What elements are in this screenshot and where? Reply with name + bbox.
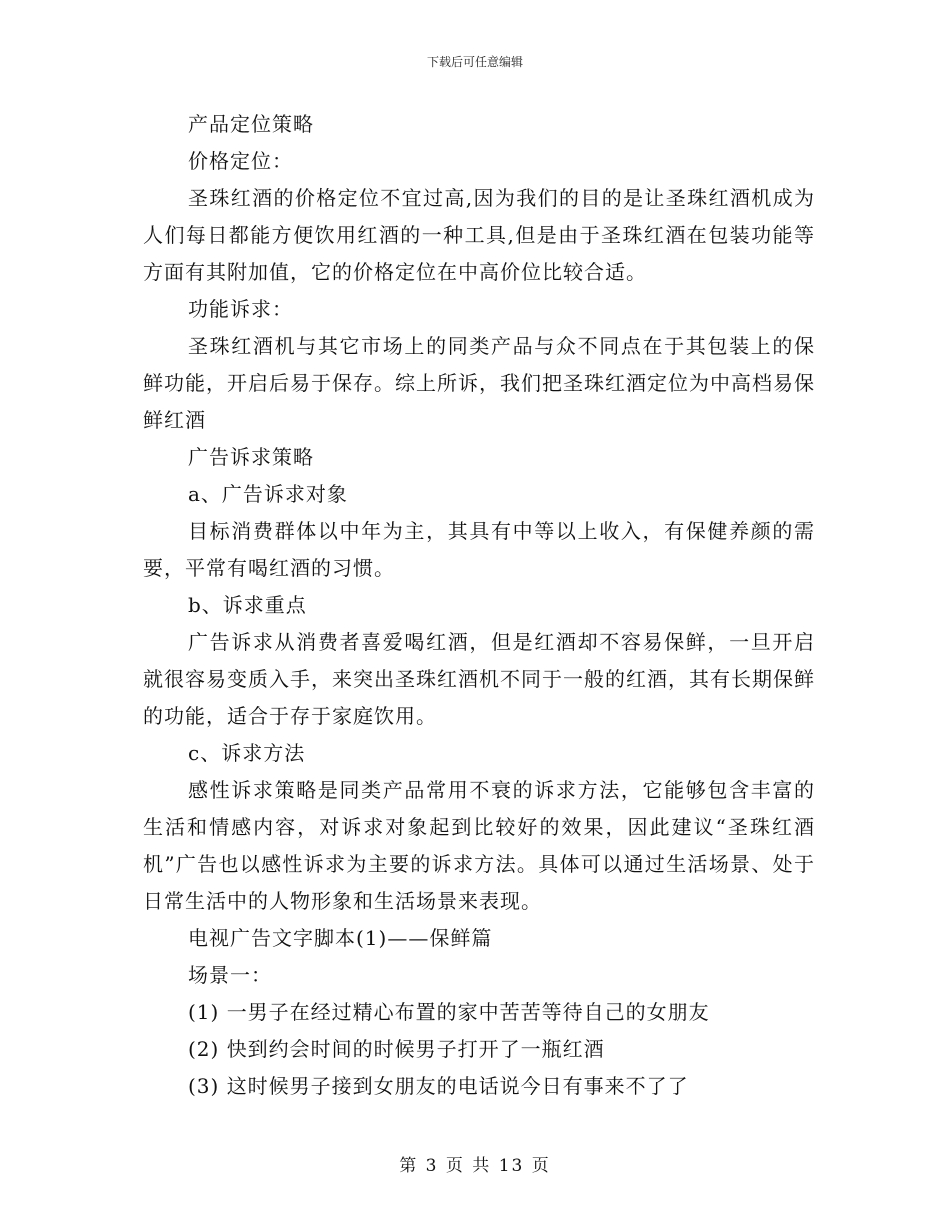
script-line-3: (3) 这时候男子接到女朋友的电话说今日有事来不了了 (188, 1074, 689, 1098)
paragraph-price: 圣珠红酒的价格定位不宜过高,因为我们的目的是让圣珠红酒机成为人们每日都能方便饮用红酒的一种工具,但是由于圣珠红酒在包装功能等方面有其附加值，它的价格定位在中高价位比较合适。 (143, 186, 815, 284)
script-line-2: (2) 快到约会时间的时候男子打开了一瓶红酒 (188, 1037, 605, 1061)
heading-tv-script: 电视广告文字脚本(1)——保鲜篇 (188, 926, 493, 950)
heading-scene-one: 场景一： (188, 963, 272, 987)
paragraph-method: 感性诉求策略是同类产品常用不衰的诉求方法，它能够包含丰富的生活和情感内容，对诉求对象起到比较好的效果，因此建议“圣珠红酒机”广告也以感性诉求为主要的诉求方法。具体可以通过生活场景、处于日常生活中的人物形象和生活场景来表现。 (143, 778, 815, 913)
heading-function-appeal: 功能诉求： (188, 297, 293, 321)
heading-appeal-target: a、广告诉求对象 (188, 482, 348, 506)
script-line-1: (1) 一男子在经过精心布置的家中苦苦等待自己的女朋友 (188, 1000, 710, 1024)
heading-appeal-focus: b、诉求重点 (188, 593, 307, 617)
page-number-footer: 第 3 页 共 13 页 (399, 1156, 551, 1176)
paragraph-target: 目标消费群体以中年为主，其具有中等以上收入，有保健养颜的需要，平常有喝红酒的习惯。 (143, 519, 815, 580)
paragraph-focus: 广告诉求从消费者喜爱喝红酒，但是红酒却不容易保鲜，一旦开启就很容易变质入手，来突出圣珠红酒机不同于一般的红酒，其有长期保鲜的功能，适合于存于家庭饮用。 (143, 630, 815, 728)
heading-price-positioning: 价格定位： (188, 149, 293, 173)
paragraph-function: 圣珠红酒机与其它市场上的同类产品与众不同点在于其包装上的保鲜功能，开启后易于保存。综上所诉，我们把圣珠红酒定位为中高档易保鲜红酒 (143, 334, 815, 432)
page-header: 下载后可任意编辑 (426, 55, 523, 69)
heading-product-positioning: 产品定位策略 (188, 112, 314, 136)
heading-ad-appeal-strategy: 广告诉求策略 (188, 445, 314, 469)
document-body (143, 106, 815, 1105)
heading-appeal-method: c、诉求方法 (188, 741, 306, 765)
